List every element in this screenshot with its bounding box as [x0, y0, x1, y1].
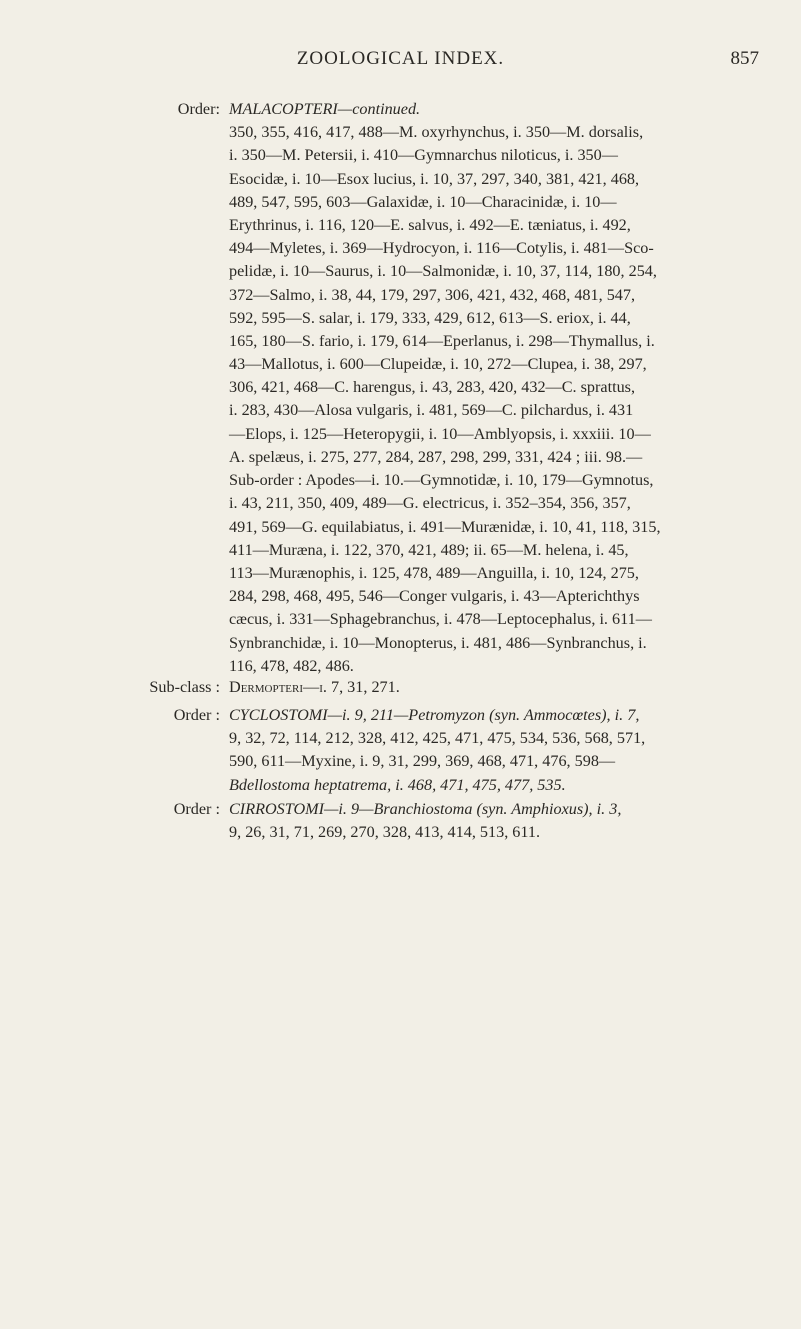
- index-line: 43—Mallotus, i. 600—Clupeidæ, i. 10, 272—Clupea, i. 38, 297,: [229, 355, 647, 374]
- index-line: 284, 298, 468, 495, 546—Conger vulgaris, i. 43—Apterichthys: [229, 587, 640, 606]
- index-line: cæcus, i. 331—Sphagebranchus, i. 478—Leptocephalus, i. 611—: [229, 610, 652, 629]
- entry-body: [229, 727, 764, 797]
- index-line: 306, 421, 468—C. harengus, i. 43, 283, 420, 432—C. sprattus,: [229, 378, 636, 397]
- index-line: 9, 32, 72, 114, 212, 328, 412, 425, 471, 475, 534, 536, 568, 571,: [229, 729, 646, 748]
- entry-heading: CIRROSTOMI—i. 9—Branchiostoma (syn. Amphioxus), i. 3,: [229, 800, 622, 818]
- entry-label: Order:: [177, 100, 220, 118]
- running-title: ZOOLOGICAL INDEX.: [296, 48, 505, 69]
- entry-body: [229, 121, 764, 469]
- index-line: A. spelæus, i. 275, 277, 284, 287, 298, 299, 331, 424 ; iii. 98.—: [229, 447, 643, 466]
- index-line: i. 43, 211, 350, 409, 489—G. electricus, i. 352–354, 356, 357,: [229, 494, 631, 513]
- index-line: 9, 26, 31, 71, 269, 270, 328, 413, 414, 513, 611.: [229, 823, 541, 842]
- index-line: 165, 180—S. fario, i. 179, 614—Eperlanus, i. 298—Thymallus, i.: [229, 331, 655, 350]
- page-header: [0, 48, 801, 78]
- index-line: Synbranchidæ, i. 10—Monopterus, i. 481, 486—Synbranchus, i.: [229, 633, 647, 652]
- index-line: 116, 478, 482, 486.: [229, 656, 354, 675]
- index-line: pelidæ, i. 10—Saurus, i. 10—Salmonidæ, i. 10, 37, 114, 180, 254,: [229, 262, 657, 281]
- entry-heading: CYCLOSTOMI—i. 9, 211—Petromyzon (syn. Ammocœtes), i. 7,: [229, 706, 640, 724]
- index-line: Esocidæ, i. 10—Esox lucius, i. 10, 37, 297, 340, 381, 421, 468,: [229, 169, 640, 188]
- entry-label: Order :: [173, 800, 220, 818]
- index-line: Sub-order : Apodes—i. 10.—Gymnotidæ, i. 10, 179—Gymnotus,: [229, 471, 654, 490]
- index-line: 592, 595—S. salar, i. 179, 333, 429, 612, 613—S. eriox, i. 44,: [229, 308, 631, 327]
- index-line: 491, 569—G. equilabiatus, i. 491—Murænidæ, i. 10, 41, 118, 315,: [229, 517, 661, 536]
- entry-heading: MALACOPTERI—continued.: [229, 100, 421, 118]
- index-line: 113—Murænophis, i. 125, 478, 489—Anguilla, i. 10, 124, 275,: [229, 563, 639, 582]
- index-line: i. 283, 430—Alosa vulgaris, i. 481, 569—C. pilchardus, i. 431: [229, 401, 634, 420]
- entry-body-continued: [229, 469, 764, 678]
- index-line: 372—Salmo, i. 38, 44, 179, 297, 306, 421, 432, 468, 481, 547,: [229, 285, 636, 304]
- index-line: 411—Muræna, i. 122, 370, 421, 489; ii. 65—M. helena, i. 45,: [229, 540, 629, 559]
- index-line: 350, 355, 416, 417, 488—M. oxyrhynchus, i. 350—M. dorsalis,: [229, 123, 644, 142]
- index-line: 494—Myletes, i. 369—Hydrocyon, i. 116—Cotylis, i. 481—Sco-: [229, 239, 654, 258]
- index-line: Erythrinus, i. 116, 120—E. salvus, i. 492—E. tæniatus, i. 492,: [229, 215, 631, 234]
- index-line: —Elops, i. 125—Heteropygii, i. 10—Amblyopsis, i. xxxiii. 10—: [229, 424, 651, 443]
- index-line: 590, 611—Myxine, i. 9, 31, 299, 369, 468, 471, 476, 598—: [229, 752, 616, 771]
- entry-label: Sub-class :: [149, 678, 220, 696]
- index-line: i. 350—M. Petersii, i. 410—Gymnarchus niloticus, i. 350—: [229, 146, 618, 165]
- index-line: 489, 547, 595, 603—Galaxidæ, i. 10—Characinidæ, i. 10—: [229, 192, 617, 211]
- entry-heading: Dermopteri—i. 7, 31, 271.: [229, 678, 400, 696]
- page-number: 857: [730, 48, 759, 69]
- entry-label: Order :: [173, 706, 220, 724]
- entry-body: [229, 821, 764, 844]
- index-line: Bdellostoma heptatrema, i. 468, 471, 475, 477, 535.: [229, 775, 566, 794]
